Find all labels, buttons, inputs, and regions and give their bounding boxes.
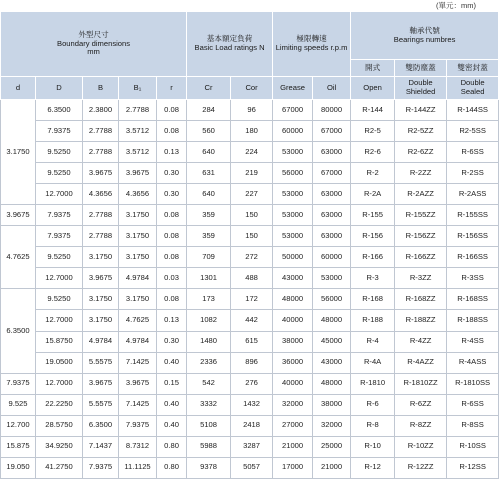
bearing-numbers-header <box>351 12 499 60</box>
cell-sealed: R-144SS <box>447 100 499 121</box>
cell-cr: 640 <box>187 142 231 163</box>
boundary-unit: mm <box>87 47 100 57</box>
cell-shielded: R-168ZZ <box>395 289 447 310</box>
shielded-line1: Double <box>408 78 433 88</box>
cell-D: 22.2250 <box>36 394 83 415</box>
cell-d: 3.9675 <box>1 205 36 226</box>
cell-grease: 21000 <box>273 436 313 457</box>
cell-oil: 45000 <box>313 331 351 352</box>
cell-cr: 542 <box>187 373 231 394</box>
cell-cor: 172 <box>231 289 273 310</box>
cell-d: 6.3500 <box>1 289 36 373</box>
speed-cn: 極限轉速 <box>296 34 327 44</box>
cell-B: 3.1750 <box>83 310 119 331</box>
cell-B1: 4.3656 <box>119 184 157 205</box>
cell-r: 0.08 <box>157 121 187 142</box>
cell-oil: 21000 <box>313 457 351 478</box>
cell-oil: 63000 <box>313 142 351 163</box>
boundary-dimensions-header <box>1 12 187 77</box>
cell-grease: 27000 <box>273 415 313 436</box>
cell-shielded: R-155ZZ <box>395 205 447 226</box>
cell-grease: 53000 <box>273 205 313 226</box>
cell-d: 4.7625 <box>1 226 36 289</box>
cell-oil: 67000 <box>313 121 351 142</box>
cell-B: 2.7788 <box>83 121 119 142</box>
cell-d: 12.700 <box>1 415 36 436</box>
cell-D: 12.7000 <box>36 310 83 331</box>
cell-B: 3.9675 <box>83 268 119 289</box>
load-en: Basic Load ratings N <box>194 43 265 52</box>
cell-open: R-155 <box>351 205 395 226</box>
cell-open: R-10 <box>351 436 395 457</box>
cell-D: 15.8750 <box>36 331 83 352</box>
cell-cr: 359 <box>187 205 231 226</box>
cell-B1: 4.9784 <box>119 331 157 352</box>
cell-cor: 150 <box>231 226 273 247</box>
cell-shielded: R-2AZZ <box>395 184 447 205</box>
table-row <box>1 289 499 310</box>
table-row <box>1 205 499 226</box>
cell-B: 2.3800 <box>83 100 119 121</box>
bearing-cn: 軸承代號 <box>409 25 440 35</box>
cell-B: 5.5575 <box>83 352 119 373</box>
cell-grease: 53000 <box>273 226 313 247</box>
table-row <box>1 247 499 268</box>
cell-open: R-6 <box>351 394 395 415</box>
cell-sealed: R-4SS <box>447 331 499 352</box>
cell-cor: 3287 <box>231 436 273 457</box>
cell-B: 2.7788 <box>83 226 119 247</box>
cell-cr: 284 <box>187 100 231 121</box>
cell-cor: 896 <box>231 352 273 373</box>
col-header-grease: Grease <box>273 77 313 100</box>
cell-oil: 56000 <box>313 289 351 310</box>
cell-sealed: R-6SS <box>447 394 499 415</box>
cell-cr: 1480 <box>187 331 231 352</box>
cell-r: 0.13 <box>157 310 187 331</box>
cell-open: R-3 <box>351 268 395 289</box>
cell-grease: 43000 <box>273 268 313 289</box>
table-body <box>1 100 499 479</box>
table-row <box>1 142 499 163</box>
cell-B: 3.1750 <box>83 289 119 310</box>
cell-r: 0.40 <box>157 352 187 373</box>
cell-D: 7.9375 <box>36 226 83 247</box>
cell-B1: 7.1425 <box>119 352 157 373</box>
cell-D: 12.7000 <box>36 373 83 394</box>
cell-cr: 2336 <box>187 352 231 373</box>
cell-shielded: R-4AZZ <box>395 352 447 373</box>
cell-grease: 67000 <box>273 100 313 121</box>
cell-B1: 7.1425 <box>119 394 157 415</box>
cell-cr: 9378 <box>187 457 231 478</box>
cell-cr: 1301 <box>187 268 231 289</box>
cell-shielded: R-8ZZ <box>395 415 447 436</box>
cell-cor: 180 <box>231 121 273 142</box>
cell-cor: 5057 <box>231 457 273 478</box>
cell-shielded: R2-5ZZ <box>395 121 447 142</box>
cell-grease: 40000 <box>273 310 313 331</box>
cell-cr: 560 <box>187 121 231 142</box>
bearing-spec-table <box>0 11 499 479</box>
cell-sealed: R-166SS <box>447 247 499 268</box>
cell-cor: 219 <box>231 163 273 184</box>
col-header-shielded <box>395 77 447 100</box>
col-header-r: r <box>157 77 187 100</box>
cell-cor: 1432 <box>231 394 273 415</box>
cell-cr: 1082 <box>187 310 231 331</box>
cell-oil: 67000 <box>313 163 351 184</box>
cell-r: 0.80 <box>157 436 187 457</box>
cell-B1: 4.9784 <box>119 268 157 289</box>
cell-D: 7.9375 <box>36 205 83 226</box>
table-row <box>1 121 499 142</box>
cell-r: 0.08 <box>157 289 187 310</box>
cell-B1: 3.5712 <box>119 121 157 142</box>
cell-r: 0.08 <box>157 205 187 226</box>
cell-sealed: R-2ASS <box>447 184 499 205</box>
cell-B1: 8.7312 <box>119 436 157 457</box>
cell-grease: 56000 <box>273 163 313 184</box>
cell-r: 0.08 <box>157 100 187 121</box>
cell-cor: 227 <box>231 184 273 205</box>
table-row <box>1 373 499 394</box>
cell-d: 3.1750 <box>1 100 36 205</box>
open-cn-header: 開式 <box>351 60 395 77</box>
cell-d: 7.9375 <box>1 373 36 394</box>
cell-oil: 80000 <box>313 100 351 121</box>
cell-cor: 272 <box>231 247 273 268</box>
cell-shielded: R-2ZZ <box>395 163 447 184</box>
col-header-cor: Cor <box>231 77 273 100</box>
cell-open: R-2 <box>351 163 395 184</box>
col-header-d: d <box>1 77 36 100</box>
cell-shielded: R-3ZZ <box>395 268 447 289</box>
cell-grease: 17000 <box>273 457 313 478</box>
cell-r: 0.08 <box>157 226 187 247</box>
bearing-en: Bearings numbres <box>393 34 456 44</box>
table-row <box>1 436 499 457</box>
cell-oil: 38000 <box>313 394 351 415</box>
cell-B: 2.7788 <box>83 205 119 226</box>
cell-cor: 2418 <box>231 415 273 436</box>
cell-sealed: R-188SS <box>447 310 499 331</box>
cell-sealed: R-168SS <box>447 289 499 310</box>
sealed-cn-header: 雙密封蓋 <box>447 60 499 77</box>
boundary-cn: 外型尺寸 <box>78 29 109 39</box>
cell-B1: 3.1750 <box>119 205 157 226</box>
col-header-oil: Oil <box>313 77 351 100</box>
cell-grease: 53000 <box>273 142 313 163</box>
cell-r: 0.08 <box>157 247 187 268</box>
cell-cor: 96 <box>231 100 273 121</box>
cell-sealed: R-155SS <box>447 205 499 226</box>
cell-grease: 50000 <box>273 247 313 268</box>
cell-r: 0.03 <box>157 268 187 289</box>
cell-sealed: R-12SS <box>447 457 499 478</box>
limiting-speeds-header <box>273 12 351 77</box>
cell-grease: 48000 <box>273 289 313 310</box>
cell-grease: 36000 <box>273 352 313 373</box>
col-header-cr: Cr <box>187 77 231 100</box>
sealed-line2: Sealed <box>460 87 485 96</box>
cell-open: R-168 <box>351 289 395 310</box>
cell-cor: 615 <box>231 331 273 352</box>
cell-sealed: R-10SS <box>447 436 499 457</box>
cell-open: R2-6 <box>351 142 395 163</box>
cell-open: R2-5 <box>351 121 395 142</box>
cell-r: 0.30 <box>157 184 187 205</box>
cell-oil: 43000 <box>313 352 351 373</box>
cell-sealed: R-1810SS <box>447 373 499 394</box>
cell-grease: 32000 <box>273 394 313 415</box>
cell-cor: 276 <box>231 373 273 394</box>
cell-B: 7.1437 <box>83 436 119 457</box>
cell-cor: 442 <box>231 310 273 331</box>
cell-sealed: R-3SS <box>447 268 499 289</box>
cell-open: R-2A <box>351 184 395 205</box>
cell-cr: 5108 <box>187 415 231 436</box>
col-header-D: D <box>36 77 83 100</box>
table-row <box>1 394 499 415</box>
cell-B: 4.3656 <box>83 184 119 205</box>
cell-B: 5.5575 <box>83 394 119 415</box>
col-header-open: Open <box>351 77 395 100</box>
cell-d: 9.525 <box>1 394 36 415</box>
cell-D: 7.9375 <box>36 121 83 142</box>
cell-r: 0.40 <box>157 415 187 436</box>
cell-open: R-12 <box>351 457 395 478</box>
unit-label: (單元：mm) <box>436 1 476 10</box>
cell-oil: 48000 <box>313 310 351 331</box>
cell-B: 3.9675 <box>83 373 119 394</box>
cell-cor: 150 <box>231 205 273 226</box>
table-row <box>1 163 499 184</box>
cell-grease: 38000 <box>273 331 313 352</box>
cell-cor: 224 <box>231 142 273 163</box>
cell-sealed: R-6SS <box>447 142 499 163</box>
cell-shielded: R-144ZZ <box>395 100 447 121</box>
cell-oil: 63000 <box>313 205 351 226</box>
cell-cr: 709 <box>187 247 231 268</box>
cell-grease: 60000 <box>273 121 313 142</box>
cell-cr: 3332 <box>187 394 231 415</box>
cell-open: R-1810 <box>351 373 395 394</box>
cell-open: R-156 <box>351 226 395 247</box>
cell-open: R-4 <box>351 331 395 352</box>
table-row <box>1 184 499 205</box>
speed-en: Limiting speeds r.p.m <box>275 43 348 52</box>
table-row <box>1 457 499 478</box>
cell-oil: 48000 <box>313 373 351 394</box>
cell-oil: 60000 <box>313 247 351 268</box>
cell-B1: 4.7625 <box>119 310 157 331</box>
cell-B1: 3.9675 <box>119 373 157 394</box>
cell-D: 12.7000 <box>36 268 83 289</box>
cell-r: 0.30 <box>157 163 187 184</box>
cell-open: R-188 <box>351 310 395 331</box>
cell-sealed: R2-5SS <box>447 121 499 142</box>
cell-D: 9.5250 <box>36 289 83 310</box>
cell-cr: 631 <box>187 163 231 184</box>
cell-D: 9.5250 <box>36 247 83 268</box>
table-row <box>1 310 499 331</box>
cell-cr: 640 <box>187 184 231 205</box>
cell-cr: 173 <box>187 289 231 310</box>
cell-sealed: R-4ASS <box>447 352 499 373</box>
cell-B1: 11.1125 <box>119 457 157 478</box>
cell-d: 19.050 <box>1 457 36 478</box>
cell-D: 12.7000 <box>36 184 83 205</box>
cell-shielded: R-12ZZ <box>395 457 447 478</box>
cell-shielded: R-156ZZ <box>395 226 447 247</box>
cell-D: 9.5250 <box>36 163 83 184</box>
table-row <box>1 352 499 373</box>
cell-oil: 32000 <box>313 415 351 436</box>
cell-open: R-4A <box>351 352 395 373</box>
cell-grease: 53000 <box>273 184 313 205</box>
table-row <box>1 226 499 247</box>
col-header-sealed <box>447 77 499 100</box>
cell-shielded: R-188ZZ <box>395 310 447 331</box>
cell-shielded: R2-6ZZ <box>395 142 447 163</box>
cell-cr: 5988 <box>187 436 231 457</box>
cell-open: R-166 <box>351 247 395 268</box>
cell-D: 6.3500 <box>36 100 83 121</box>
cell-shielded: R-6ZZ <box>395 394 447 415</box>
cell-r: 0.30 <box>157 331 187 352</box>
cell-cor: 488 <box>231 268 273 289</box>
cell-D: 19.0500 <box>36 352 83 373</box>
cell-B: 7.9375 <box>83 457 119 478</box>
cell-oil: 63000 <box>313 184 351 205</box>
cell-d: 15.875 <box>1 436 36 457</box>
cell-B1: 7.9375 <box>119 415 157 436</box>
table-row <box>1 331 499 352</box>
cell-B1: 3.1750 <box>119 247 157 268</box>
cell-sealed: R-8SS <box>447 415 499 436</box>
cell-B1: 3.1750 <box>119 226 157 247</box>
cell-oil: 63000 <box>313 226 351 247</box>
cell-B1: 2.7788 <box>119 100 157 121</box>
cell-shielded: R-1810ZZ <box>395 373 447 394</box>
cell-shielded: R-166ZZ <box>395 247 447 268</box>
cell-B1: 3.1750 <box>119 289 157 310</box>
cell-D: 9.5250 <box>36 142 83 163</box>
col-header-B1: B₁ <box>119 77 157 100</box>
cell-D: 34.9250 <box>36 436 83 457</box>
cell-open: R-8 <box>351 415 395 436</box>
cell-D: 28.5750 <box>36 415 83 436</box>
cell-D: 41.2750 <box>36 457 83 478</box>
table-row <box>1 100 499 121</box>
cell-oil: 53000 <box>313 268 351 289</box>
cell-sealed: R-2SS <box>447 163 499 184</box>
cell-r: 0.15 <box>157 373 187 394</box>
cell-cr: 359 <box>187 226 231 247</box>
cell-B: 4.9784 <box>83 331 119 352</box>
cell-B: 3.1750 <box>83 247 119 268</box>
col-header-B: B <box>83 77 119 100</box>
load-ratings-header <box>187 12 273 77</box>
cell-B: 2.7788 <box>83 142 119 163</box>
sealed-line1: Double <box>460 78 485 88</box>
cell-oil: 25000 <box>313 436 351 457</box>
cell-r: 0.40 <box>157 394 187 415</box>
load-cn: 基本額定負荷 <box>206 34 253 44</box>
cell-shielded: R-4ZZ <box>395 331 447 352</box>
cell-grease: 40000 <box>273 373 313 394</box>
cell-B: 3.9675 <box>83 163 119 184</box>
cell-B: 6.3500 <box>83 415 119 436</box>
boundary-en: Boundary dimensions <box>57 38 131 48</box>
shielded-line2: Shielded <box>405 87 436 96</box>
table-row <box>1 415 499 436</box>
cell-open: R-144 <box>351 100 395 121</box>
shielded-cn-header: 雙防塵蓋 <box>395 60 447 77</box>
cell-r: 0.13 <box>157 142 187 163</box>
cell-sealed: R-156SS <box>447 226 499 247</box>
cell-B1: 3.5712 <box>119 142 157 163</box>
table-header <box>1 12 499 100</box>
table-row <box>1 268 499 289</box>
cell-shielded: R-10ZZ <box>395 436 447 457</box>
cell-r: 0.80 <box>157 457 187 478</box>
cell-B1: 3.9675 <box>119 163 157 184</box>
